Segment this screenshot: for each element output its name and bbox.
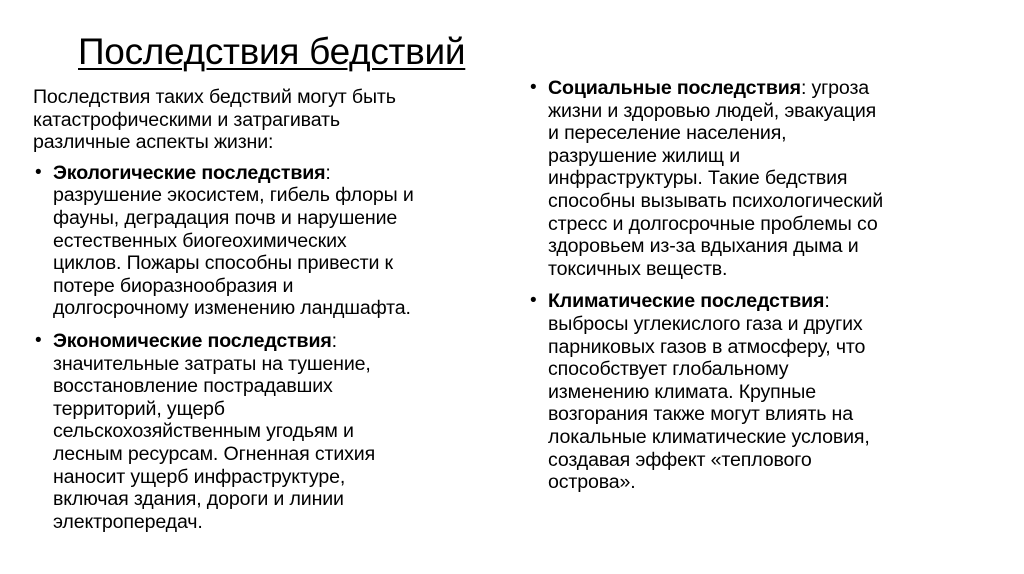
bullet-colon: : — [824, 290, 830, 313]
bullet-line: способны вызывать психологический — [548, 189, 884, 212]
bullet-line: значительные затраты на тушение, — [53, 352, 371, 375]
bullet-term: Социальные последствия — [548, 77, 801, 99]
bullet-heading-line — [548, 290, 968, 313]
bullet-colon: : — [800, 77, 807, 99]
bullet-line: территорий, ущерб — [53, 397, 225, 420]
bullet-economic — [33, 330, 503, 533]
bullet-dot-icon: • — [530, 290, 537, 312]
bullet-line: острова». — [548, 471, 636, 494]
right-bullet-list — [528, 77, 968, 494]
bullet-dot-icon: • — [35, 161, 42, 183]
bullet-term: Климатические последствия — [548, 290, 825, 313]
bullet-line: токсичных веществ. — [548, 257, 728, 280]
intro-paragraph — [33, 86, 503, 154]
bullet-line: стресс и долгосрочные проблемы со — [548, 212, 878, 235]
left-bullet-list — [33, 162, 503, 534]
bullet-line: жизни и здоровью людей, эвакуация — [548, 99, 877, 122]
bullet-line: парниковых газов в атмосферу, что — [548, 335, 866, 358]
bullet-line: способствует глобальному — [548, 358, 789, 381]
bullet-ecological — [33, 162, 503, 320]
bullet-first-line-rest: угроза — [806, 77, 870, 99]
bullet-line: локальные климатические условия, — [548, 425, 870, 448]
bullet-line: инфраструктуры. Такие бедствия — [548, 167, 848, 190]
bullet-line: долгосрочному изменению ландшафта. — [53, 297, 411, 320]
bullet-line: изменению климата. Крупные — [548, 380, 816, 403]
bullet-line: включая здания, дороги и линии — [53, 488, 344, 511]
bullet-dot-icon: • — [530, 77, 537, 98]
bullet-line: наносит ущерб инфраструктуре, — [53, 465, 346, 488]
bullet-heading-line — [53, 330, 503, 353]
bullet-line: создавая эффект «теплового — [548, 448, 812, 471]
bullet-climatic — [528, 290, 968, 493]
right-column — [528, 77, 968, 504]
bullet-line: здоровьем из-за вдыхания дыма и — [548, 235, 859, 258]
slide-title: Последствия бедствий — [78, 31, 466, 72]
bullet-line: возгорания также могут влиять на — [548, 403, 853, 426]
bullet-social — [528, 77, 968, 280]
bullet-line: потере биоразнообразия и — [53, 274, 294, 297]
bullet-line: и переселение населения, — [548, 122, 787, 145]
bullet-heading-line — [53, 162, 503, 185]
bullet-line: лесным ресурсам. Огненная стихия — [53, 442, 376, 465]
bullet-line: выбросы углекислого газа и других — [548, 312, 863, 335]
intro-line: различные аспекты жизни: — [33, 131, 274, 154]
bullet-colon: : — [325, 161, 331, 184]
intro-line: Последствия таких бедствий могут быть — [33, 86, 396, 108]
bullet-line: фауны, деградация почв и нарушение — [53, 206, 398, 229]
bullet-line: сельскохозяйственным угодьям и — [53, 420, 354, 443]
intro-line: катастрофическими и затрагивать — [33, 108, 340, 131]
bullet-colon: : — [331, 329, 337, 352]
left-column — [33, 86, 503, 543]
bullet-line: естественных биогеохимических — [53, 229, 347, 252]
bullet-line: разрушение экосистем, гибель флоры и — [53, 184, 414, 207]
bullet-line: электропередач. — [53, 510, 203, 533]
bullet-line: восстановление пострадавших — [53, 375, 333, 398]
bullet-term: Экологические последствия — [53, 161, 326, 184]
bullet-line: циклов. Пожары способны привести к — [53, 252, 393, 275]
bullet-heading-line — [548, 77, 968, 100]
bullet-term: Экономические последствия — [53, 329, 332, 352]
bullet-dot-icon: • — [35, 329, 42, 351]
bullet-line: разрушение жилищ и — [548, 144, 740, 167]
